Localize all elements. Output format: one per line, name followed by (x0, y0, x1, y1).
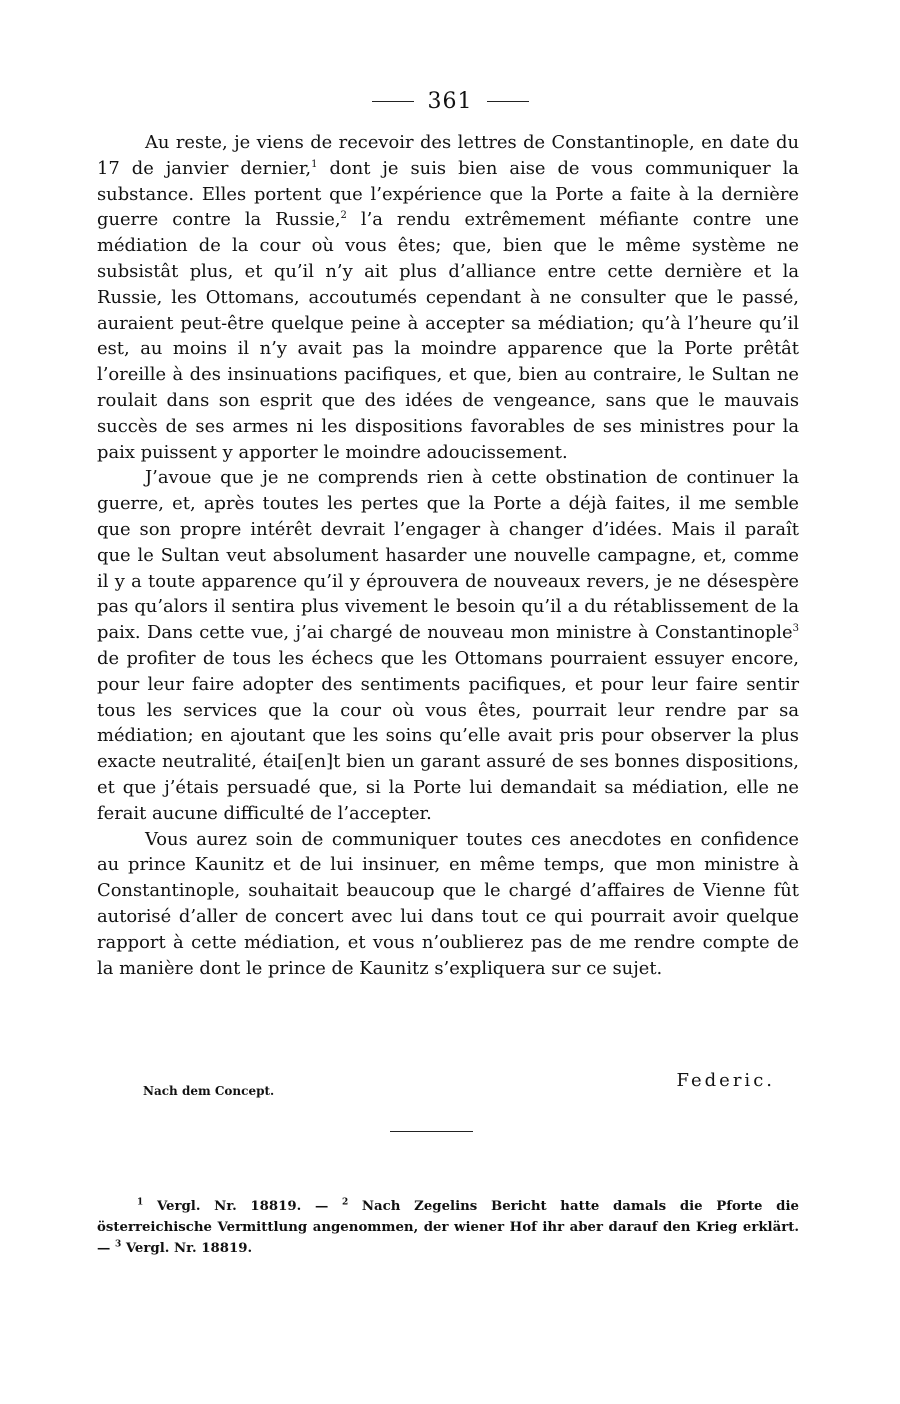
footnotes (97, 1196, 799, 1259)
page-number: 361 (427, 88, 473, 114)
footnote-marker: 1 (137, 1197, 144, 1208)
footnote-paragraph (97, 1196, 799, 1259)
footnote-reference: 2 (340, 210, 347, 222)
signoff-line (97, 1070, 799, 1100)
paragraph-text: Au reste, je viens de recevoir des lettres de Constantinople, en date du 17 de janvier dernier, (97, 132, 799, 179)
paragraph-text: J’avoue que je ne comprends rien à cette obstination de continuer la guerre, et, après toutes les pertes que la Porte a déjà faites, il me semble que son propre intérêt devrait l’engager à changer d’idées. Mais il paraît que le Sultan veut absolument hasarder une nouvelle campagne, et, comme il y a toute apparence qu’il y éprouvera de nouveaux revers, je ne désespère pas qu’alors il sentira plus vivement le besoin qu’il a du rétablissement de la paix. Dans cette vue, j’ai chargé de nouveau mon ministre à Constantinople (97, 467, 799, 644)
header-dash-left (372, 101, 414, 102)
footnote-text: Vergl. Nr. 18819. — (143, 1199, 342, 1214)
signature: Federic. (676, 1070, 775, 1091)
footnote-text: Nach Zegelins Bericht hatte damals die Pforte die österreichische Vermittlung angenommen, der wiener Hof ihr aber darauf den Krieg erklärt. — (97, 1199, 799, 1256)
footnote-reference: 3 (792, 623, 799, 635)
paragraph-text: Vous aurez soin de communiquer toutes ces anecdotes en confidence au prince Kaunitz et de lui insinuer, en même temps, que mon ministre à Constantinople, souhaitait beaucoup que le chargé d’affaires de Vienne fût autorisé d’aller de concert avec lui dans tout ce qui pourrait avoir quelque rapport à cette médiation, et vous n’oublierez pas de me rendre compte de la manière dont le prince de Kaunitz s’expliquera sur ce sujet. (97, 828, 799, 979)
letter-body (97, 130, 799, 981)
footnote-text: Vergl. Nr. 18819. (121, 1241, 253, 1256)
footnote-marker: 3 (114, 1239, 122, 1250)
body-paragraph (97, 827, 799, 982)
footnote-reference: 1 (311, 158, 318, 170)
paragraph-text: l’a rendu extrêmement méfiante contre une médiation de la cour où vous êtes; que, bien que le même système ne subsistât plus, et qu’il n’y ait plus d’alliance entre cette dernière et la Russie, les Ottomans, accoutumés cependant à ne consulter que le passé, auraient peut-être quelque peine à accepter sa médiation; qu’à l’heure qu’il est, au moins il n’y avait pas la moindre apparence que la Porte prêtât l’oreille à des insinuations pacifiques, et que, bien au contraire, le Sultan ne roulait dans son esprit que des idées de vengeance, sans que le mauvais succès de ses armes ni les dispositions favorables de ses ministres pour la paix puissent y apporter le moindre adoucissement. (97, 209, 799, 463)
page-header (0, 86, 900, 116)
body-paragraph (97, 130, 799, 465)
paragraph-text: de profiter de tous les échecs que les Ottomans pourraient essuyer encore, pour leur faire adopter des sentiments pacifiques, et pour leur faire sentir tous les services que la cour où vous êtes, pourrait leur rendre par sa médiation; en ajoutant que les soins qu’elle avait pris pour observer la plus exacte neutralité, étai[en]t bien un garant assuré de ses bonnes dispositions, et que j’étais persuadé que, si la Porte lui demandait sa médiation, elle ne ferait aucune difficulté de l’accepter. (97, 647, 799, 824)
section-divider (390, 1131, 473, 1132)
source-note: Nach dem Concept. (143, 1084, 275, 1098)
body-paragraph (97, 465, 799, 826)
header-dash-right (487, 101, 529, 102)
paragraph-text: dont je suis bien aise de vous communiquer la substance. Elles portent que l’expérience que la Porte a faite à la dernière guerre contre la Russie, (97, 157, 799, 231)
footnote-marker: 2 (341, 1197, 349, 1208)
